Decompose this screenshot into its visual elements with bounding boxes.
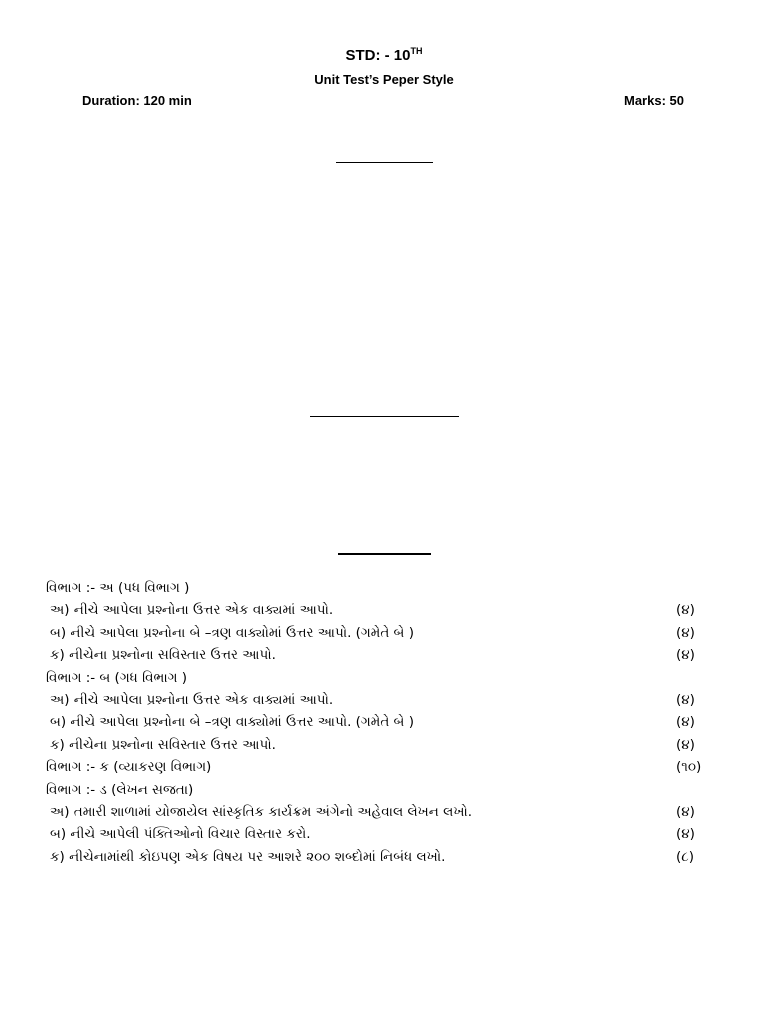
divider-line <box>310 416 459 417</box>
question-line <box>46 734 706 756</box>
question-line <box>46 711 706 733</box>
marks-value: (૪) <box>676 803 695 820</box>
marks-value: (૮) <box>676 848 694 865</box>
section-heading-text: વિભાગ :- ડ (લેખન સજતા) <box>46 781 194 798</box>
question-line <box>46 823 706 845</box>
question-text: બ) નીચે આપેલા પ્રશ્નોના બે –ત્રણ વાક્યોમાં ઉત્તર આપો. (ગમેતે બે ) <box>50 624 414 641</box>
question-text: ક) નીચેના પ્રશ્નોના સવિસ્તાર ઉત્તર આપો. <box>50 736 276 753</box>
question-line <box>46 689 706 711</box>
question-line <box>46 599 706 621</box>
standard-heading <box>0 46 768 64</box>
question-line <box>46 801 706 823</box>
question-text: બ) નીચે આપેલા પ્રશ્નોના બે –ત્રણ વાક્યોમાં ઉત્તર આપો. (ગમેતે બે ) <box>50 714 414 731</box>
total-marks-label: Marks: 50 <box>624 93 684 108</box>
question-text: અ) તમારી શાળામાં યોજાયેલ સાંસ્કૃતિક કાર્યક્રમ અંગેનો અહેવાલ લેખન લખો. <box>50 803 473 820</box>
section-heading <box>46 756 706 778</box>
question-line <box>46 622 706 644</box>
marks-value: (૪) <box>676 691 695 708</box>
question-line <box>46 846 706 868</box>
question-text: અ) નીચે આપેલા પ્રશ્નોના ઉત્તર એક વાક્યમાં આપો. <box>50 602 334 619</box>
section-heading <box>46 577 706 599</box>
marks-value: (૪) <box>676 826 695 843</box>
section-heading-text: વિભાગ :- બ (ગધ વિભાગ ) <box>46 669 188 686</box>
standard-label: STD: - 10 <box>345 47 411 64</box>
question-sections <box>46 577 706 868</box>
question-line <box>46 644 706 666</box>
duration-label: Duration: 120 min <box>82 93 192 108</box>
question-text: અ) નીચે આપેલા પ્રશ્નોના ઉત્તર એક વાક્યમાં આપો. <box>50 691 334 708</box>
divider-line <box>338 553 431 555</box>
section-heading <box>46 779 706 801</box>
section-heading-text: વિભાગ :- અ (પધ વિભાગ ) <box>46 580 190 596</box>
marks-value: (૪) <box>676 647 695 664</box>
marks-value: (૪) <box>676 736 695 753</box>
divider-line <box>336 162 433 163</box>
section-heading-text: વિભાગ :- ક (વ્યાકરણ વિભાગ) <box>46 759 212 776</box>
marks-value: (૪) <box>676 714 695 731</box>
question-text: ક) નીચેના પ્રશ્નોના સવિસ્તાર ઉત્તર આપો. <box>50 647 276 664</box>
question-text: બ) નીચે આપેલી પંક્તિઓનો વિચાર વિસ્તાર કરો. <box>50 826 311 843</box>
marks-value: (૪) <box>676 602 695 619</box>
section-heading <box>46 667 706 689</box>
marks-value: (૧૦) <box>676 759 702 776</box>
paper-subtitle: Unit Test’s Peper Style <box>314 72 454 87</box>
marks-value: (૪) <box>676 624 695 641</box>
standard-superscript: TH <box>410 46 423 56</box>
question-text: ક) નીચેનામાંથી કોઇપણ એક વિષય પર આશરે ૨૦૦ શબ્દોમાં નિબંધ લખો. <box>50 848 446 865</box>
